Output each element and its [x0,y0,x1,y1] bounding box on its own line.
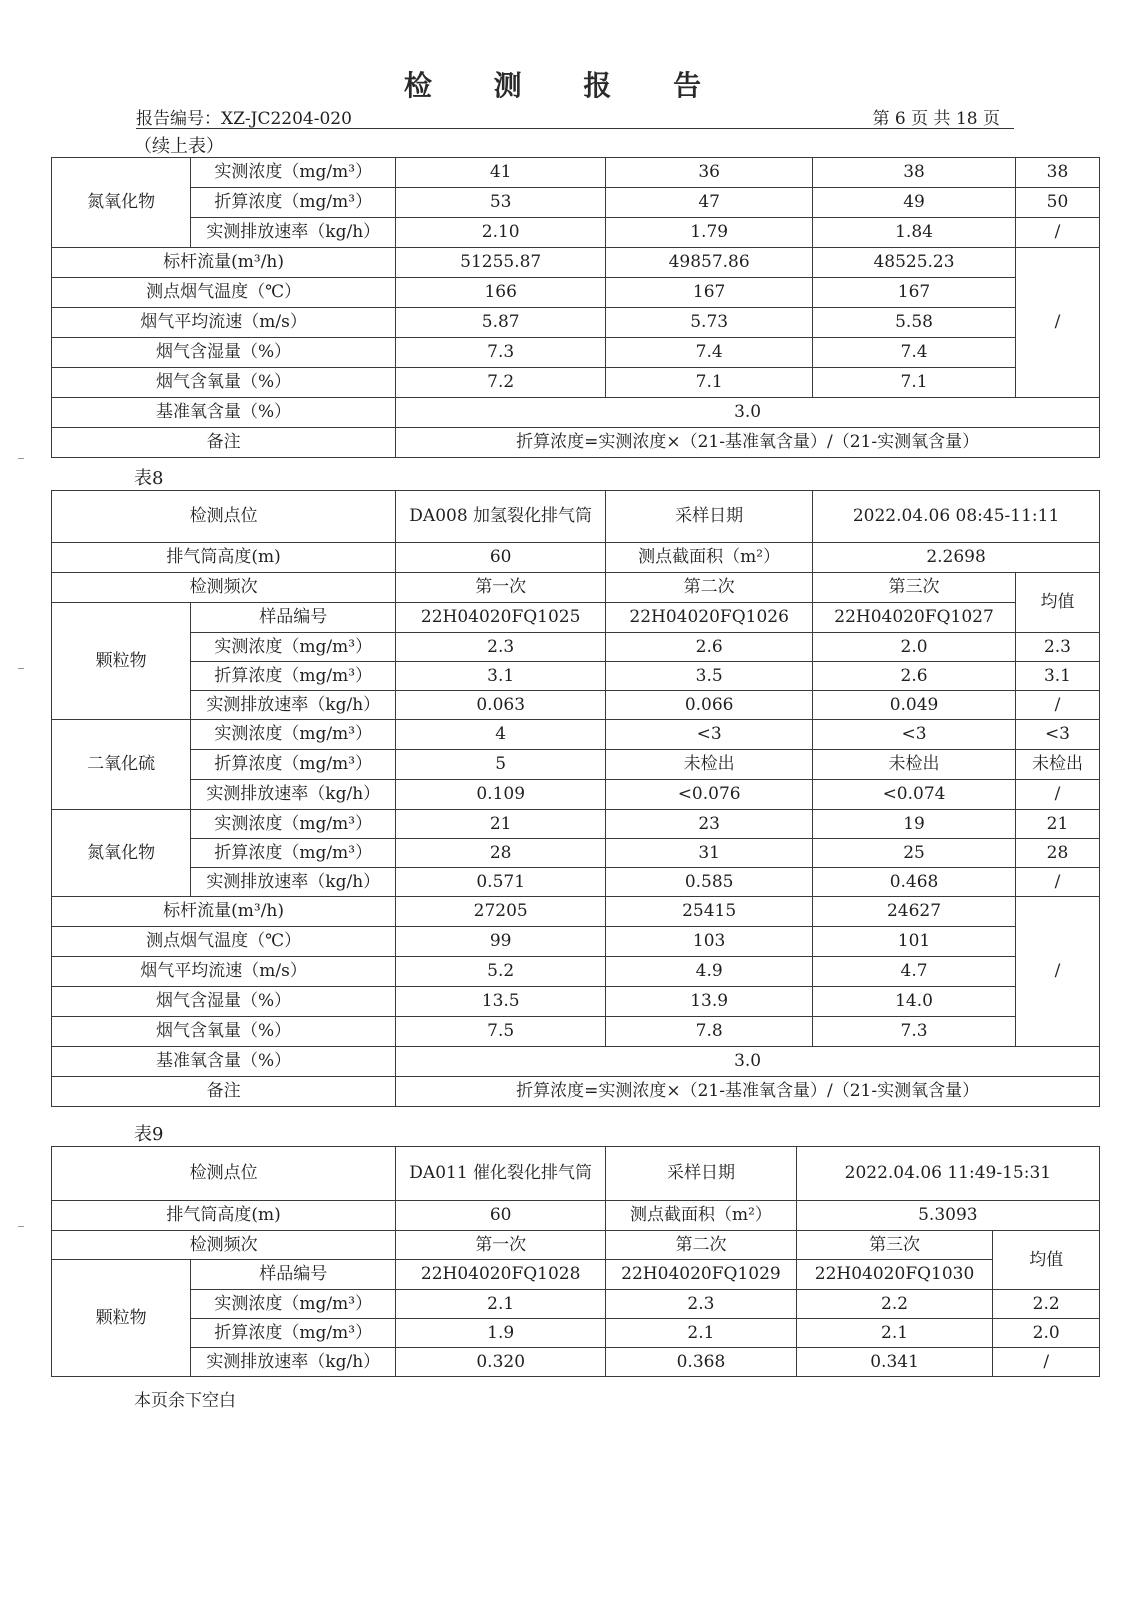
cell: 7.5 [396,1017,606,1047]
freq-header: 第一次 [396,1231,606,1260]
table-row [52,573,1100,603]
cell: / [1015,780,1099,810]
cell: 38 [813,158,1016,188]
cell: 3.1 [1015,662,1099,691]
cell: 2.1 [396,1290,606,1319]
row-label: 实测浓度（mg/m³） [191,720,396,750]
cell: 5.58 [813,308,1016,338]
cell: 21 [396,810,606,839]
row-label: 采样日期 [606,491,813,543]
cell: 2.3 [1015,633,1099,662]
row-label: 备注 [52,1077,396,1107]
sample-id: 22H04020FQ1029 [606,1260,797,1290]
footer-note: 本页余下空白 [134,1391,236,1411]
cell: 7.3 [396,338,606,368]
table-row [52,1147,1100,1201]
row-label: 折算浓度（mg/m³） [191,188,396,218]
table-row [52,158,1100,188]
date-value: 2022.04.06 11:49-15:31 [796,1147,1099,1201]
table-row [52,927,1100,957]
cell: 2.2 [993,1290,1100,1319]
table-row [52,1348,1100,1377]
continued-caption: （续上表） [134,136,224,157]
sample-id: 22H04020FQ1030 [796,1260,993,1290]
cell: 7.8 [606,1017,813,1047]
cell: 2.6 [813,662,1016,691]
cell: 13.5 [396,987,606,1017]
cell: 41 [396,158,606,188]
cell: 3.5 [606,662,813,691]
point-value: DA008 加氢裂化排气筒 [396,491,606,543]
cell: 166 [396,278,606,308]
cell: 99 [396,927,606,957]
table-row [52,1201,1100,1231]
report-number: 报告编号：XZ-JC2204-020 [136,109,352,129]
cell: 24627 [813,897,1016,927]
table-row [52,839,1100,868]
row-label: 烟气平均流速（m/s） [52,308,396,338]
table-row [52,1290,1100,1319]
freq-header: 第二次 [606,1231,797,1260]
cell: 2.3 [606,1290,797,1319]
cell: 4.7 [813,957,1016,987]
pollutant-name: 颗粒物 [52,1260,191,1377]
row-label: 备注 [52,428,396,458]
cell: 未检出 [606,750,813,780]
table-row [52,662,1100,691]
cell: 0.049 [813,691,1016,720]
row-label: 实测浓度（mg/m³） [191,810,396,839]
row-label: 实测排放速率（kg/h） [191,691,396,720]
row-label: 折算浓度（mg/m³） [191,662,396,691]
table9-caption: 表9 [134,1124,164,1145]
cell: 51255.87 [396,248,606,278]
cell: 167 [813,278,1016,308]
avg-header: 均值 [1015,573,1099,633]
cell: / [993,1348,1100,1377]
table-row [52,428,1100,458]
cell: 14.0 [813,987,1016,1017]
table-row [52,750,1100,780]
cell: 5.2 [396,957,606,987]
row-label: 检测点位 [52,491,396,543]
table-row [52,780,1100,810]
scan-edge-mark [18,668,24,669]
sample-id: 22H04020FQ1025 [396,603,606,633]
cell: <3 [1015,720,1099,750]
table-row [52,338,1100,368]
row-label: 烟气平均流速（m/s） [52,957,396,987]
cell: 0.341 [796,1348,993,1377]
date-value: 2022.04.06 08:45-11:11 [813,491,1100,543]
cell: 0.585 [606,868,813,897]
row-label: 折算浓度（mg/m³） [191,839,396,868]
sample-id: 22H04020FQ1027 [813,603,1016,633]
cell: 7.4 [606,338,813,368]
cell: 53 [396,188,606,218]
page-info: 第 6 页 共 18 页 [872,109,1000,129]
cell: 7.2 [396,368,606,398]
cell: 2.0 [813,633,1016,662]
cell: 38 [1015,158,1099,188]
sample-id: 22H04020FQ1028 [396,1260,606,1290]
cell: 2.0 [993,1319,1100,1348]
cell: 2.1 [796,1319,993,1348]
row-label: 烟气含氧量（%） [52,368,396,398]
cell: 5.3093 [796,1201,1099,1231]
table9 [51,1146,1100,1377]
row-label: 标杆流量(m³/h) [52,248,396,278]
pollutant-name: 氮氧化物 [52,158,191,248]
row-label: 实测排放速率（kg/h） [191,780,396,810]
table-row [52,308,1100,338]
note-cell: 折算浓度=实测浓度×（21-基准氧含量）/（21-实测氧含量） [396,1077,1100,1107]
cell: <0.074 [813,780,1016,810]
row-label: 烟气含氧量（%） [52,1017,396,1047]
pollutant-name: 氮氧化物 [52,810,191,897]
row-label: 实测浓度（mg/m³） [191,1290,396,1319]
cell: 1.79 [606,218,813,248]
row-label: 折算浓度（mg/m³） [191,750,396,780]
table-row [52,188,1100,218]
row-label: 检测频次 [52,573,396,603]
cell: 未检出 [813,750,1016,780]
cell: 167 [606,278,813,308]
cell: 7.1 [606,368,813,398]
avg-header: 均值 [993,1231,1100,1290]
pollutant-name: 颗粒物 [52,603,191,720]
cell: 2.3 [396,633,606,662]
row-label: 测点截面积（m²） [606,543,813,573]
cell: 0.571 [396,868,606,897]
row-label: 排气筒高度(m) [52,1201,396,1231]
table-row [52,1231,1100,1260]
cell: 28 [1015,839,1099,868]
row-label: 样品编号 [191,603,396,633]
cell: 4.9 [606,957,813,987]
freq-header: 第三次 [813,573,1016,603]
cell: 4 [396,720,606,750]
cell: 0.368 [606,1348,797,1377]
cell: <0.076 [606,780,813,810]
row-label: 烟气含湿量（%） [52,338,396,368]
scan-edge-mark [18,458,24,459]
cell: 0.063 [396,691,606,720]
cell: 5 [396,750,606,780]
row-label: 实测排放速率（kg/h） [191,218,396,248]
table-row [52,368,1100,398]
cell: 2.10 [396,218,606,248]
table-row [52,218,1100,248]
report-title: 检 测 报 告 [403,69,728,102]
cell: 60 [396,1201,606,1231]
cell: 2.6 [606,633,813,662]
cell: 3.0 [396,398,1100,428]
cell: 31 [606,839,813,868]
cell: 103 [606,927,813,957]
table-row [52,1047,1100,1077]
table-row [52,691,1100,720]
cell: 3.1 [396,662,606,691]
table-row [52,810,1100,839]
row-label: 测点截面积（m²） [606,1201,797,1231]
row-label: 实测浓度（mg/m³） [191,633,396,662]
cell: 0.066 [606,691,813,720]
continued-table [51,157,1100,458]
table-row [52,868,1100,897]
cell: 49 [813,188,1016,218]
cell: / [1015,248,1099,398]
table-row [52,957,1100,987]
table-row [52,1017,1100,1047]
table-row [52,1077,1100,1107]
cell: 60 [396,543,606,573]
table-row [52,603,1100,633]
row-label: 样品编号 [191,1260,396,1290]
sample-id: 22H04020FQ1026 [606,603,813,633]
row-label: 检测频次 [52,1231,396,1260]
cell: 1.9 [396,1319,606,1348]
table-row [52,248,1100,278]
row-label: 测点烟气温度（℃） [52,927,396,957]
table-row [52,720,1100,750]
cell: 50 [1015,188,1099,218]
cell: / [1015,897,1099,1047]
cell: 2.2698 [813,543,1100,573]
row-label: 折算浓度（mg/m³） [191,1319,396,1348]
pollutant-name: 二氧化硫 [52,720,191,810]
cell: 21 [1015,810,1099,839]
row-label: 排气筒高度(m) [52,543,396,573]
cell: / [1015,218,1099,248]
table-row [52,1319,1100,1348]
cell: 28 [396,839,606,868]
cell: 36 [606,158,813,188]
cell: 48525.23 [813,248,1016,278]
cell: 3.0 [396,1047,1100,1077]
table-row [52,633,1100,662]
cell: 13.9 [606,987,813,1017]
row-label: 检测点位 [52,1147,396,1201]
freq-header: 第一次 [396,573,606,603]
cell: / [1015,868,1099,897]
cell: 7.4 [813,338,1016,368]
note-cell: 折算浓度=实测浓度×（21-基准氧含量）/（21-实测氧含量） [396,428,1100,458]
table8-caption: 表8 [134,468,164,489]
cell: 2.2 [796,1290,993,1319]
freq-header: 第二次 [606,573,813,603]
scan-edge-mark [18,1226,24,1227]
table-row [52,897,1100,927]
cell: 23 [606,810,813,839]
row-label: 实测浓度（mg/m³） [191,158,396,188]
point-value: DA011 催化裂化排气筒 [396,1147,606,1201]
row-label: 基准氧含量（%） [52,398,396,428]
table-row [52,278,1100,308]
cell: <3 [813,720,1016,750]
row-label: 基准氧含量（%） [52,1047,396,1077]
cell: 19 [813,810,1016,839]
cell: 47 [606,188,813,218]
table-row [52,1260,1100,1290]
row-label: 烟气含湿量（%） [52,987,396,1017]
row-label: 测点烟气温度（℃） [52,278,396,308]
cell: 5.87 [396,308,606,338]
cell: 7.1 [813,368,1016,398]
row-label: 标杆流量(m³/h) [52,897,396,927]
cell: 49857.86 [606,248,813,278]
cell: 5.73 [606,308,813,338]
cell: 0.320 [396,1348,606,1377]
table-row [52,987,1100,1017]
cell: 0.468 [813,868,1016,897]
row-label: 实测排放速率（kg/h） [191,868,396,897]
table-row [52,398,1100,428]
cell: 25 [813,839,1016,868]
cell: 101 [813,927,1016,957]
row-label: 采样日期 [606,1147,797,1201]
table8 [51,490,1100,1107]
report-header [136,104,1014,129]
cell: 1.84 [813,218,1016,248]
freq-header: 第三次 [796,1231,993,1260]
cell: 25415 [606,897,813,927]
cell: 2.1 [606,1319,797,1348]
cell: 未检出 [1015,750,1099,780]
table-row [52,543,1100,573]
row-label: 实测排放速率（kg/h） [191,1348,396,1377]
cell: 7.3 [813,1017,1016,1047]
cell: / [1015,691,1099,720]
cell: 0.109 [396,780,606,810]
table-row [52,491,1100,543]
cell: <3 [606,720,813,750]
cell: 27205 [396,897,606,927]
